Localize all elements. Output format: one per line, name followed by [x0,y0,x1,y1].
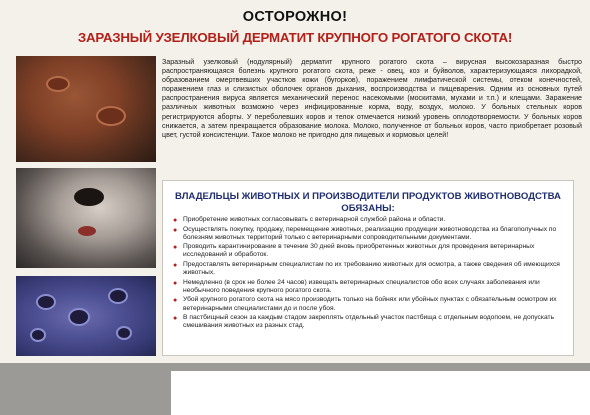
bullet-icon: ● [173,244,178,252]
obligations-box [162,180,574,356]
disease-description: Заразный узелковый (нодулярный) дерматит крупного рогатого скота – вирусная высокозаразная быстро распространяющаяся болезнь крупного рогатого скота, реже - овец, коз и буйволов, характеризующаяся лихорадкой, образованием омертвевших участков кожи (бугорков), поражением лимфатической системы, отеком конечностей, поражением глаз и слизистых оболочек органов дыхания, воспроизводства и пищеварения. Одним из основных путей распространения вируса является механический перенос насекомыми (москитами, мухами и т.п.) и клещами. Заражение различных животных возможно через инфицированные корма, воду, воздух, молоко. У больных стельных коров регистрируются аборты. У переболевших коров и телок отмечается низкий уровень оплодотворяемости. У больных коров снижается, а затем прекращается образование молока. Молоко, полученное от больных коров, часто приобретает розовый цвет, густой консистенции. Такое молоко не пригодно для пищевых и кормовых целей! [162,58,582,139]
list-item: ● Убой крупного рогатого скота на мясо производить только на бойнях или убойных пунктах с обязательным осмотром их ветеринарными специалистами до и после убоя. [173,296,557,312]
photo-skin-nodules [16,276,156,356]
list-item: ● Приобретение животных согласовывать с ветеринарной службой района и области. [173,216,446,224]
obligations-list [173,216,565,332]
list-item: ● Предоставлять ветеринарным специалистам по их требованию животных для осмотра, а также сведения об имеющихся животных. [173,260,560,277]
list-item: ● Проводить карантинирование в течение 30 дней вновь приобретенных животных для проведения ветеринарных исследований и обработок. [173,243,535,259]
bullet-icon: ● [173,297,178,305]
title-warning: ОСТОРОЖНО! [242,9,348,25]
bullet-icon: ● [173,217,178,224]
bullet-icon: ● [173,279,178,287]
title-disease: ЗАРАЗНЫЙ УЗЕЛКОВЫЙ ДЕРМАТИТ КРУПНОГО РОГАТОГО СКОТА! [77,30,513,45]
obligations-heading: ВЛАДЕЛЬЦЫ ЖИВОТНЫХ И ПРОИЗВОДИТЕЛИ ПРОДУКТОВ ЖИВОТНОВОДСТВА ОБЯЗАНЫ: [175,191,561,214]
blank-patch [171,371,590,415]
photo-cow-muzzle [16,168,156,268]
list-item: ● В пастбищный сезон за каждым стадом закреплять отдельный участок пастбища с отдельным водопоем, не допускать смешивания животных из разных стад. [173,314,555,330]
bullet-icon: ● [173,226,178,234]
list-item: ● Осуществлять покупку, продажу, перемещение животных, реализацию продукции животноводства из благополучных по болезням животных территорий только с ветеринарными сопроводительными документами. [173,225,557,241]
photo-cow-skin-lesions [16,56,156,162]
list-item: ● Немедленно (в срок не более 24 часов) извещать ветеринарных специалистов обо всех случаях заболевания или необычного поведения крупного рогатого скота. [173,278,540,294]
bullet-icon: ● [173,315,178,323]
bullet-icon: ● [173,261,178,269]
